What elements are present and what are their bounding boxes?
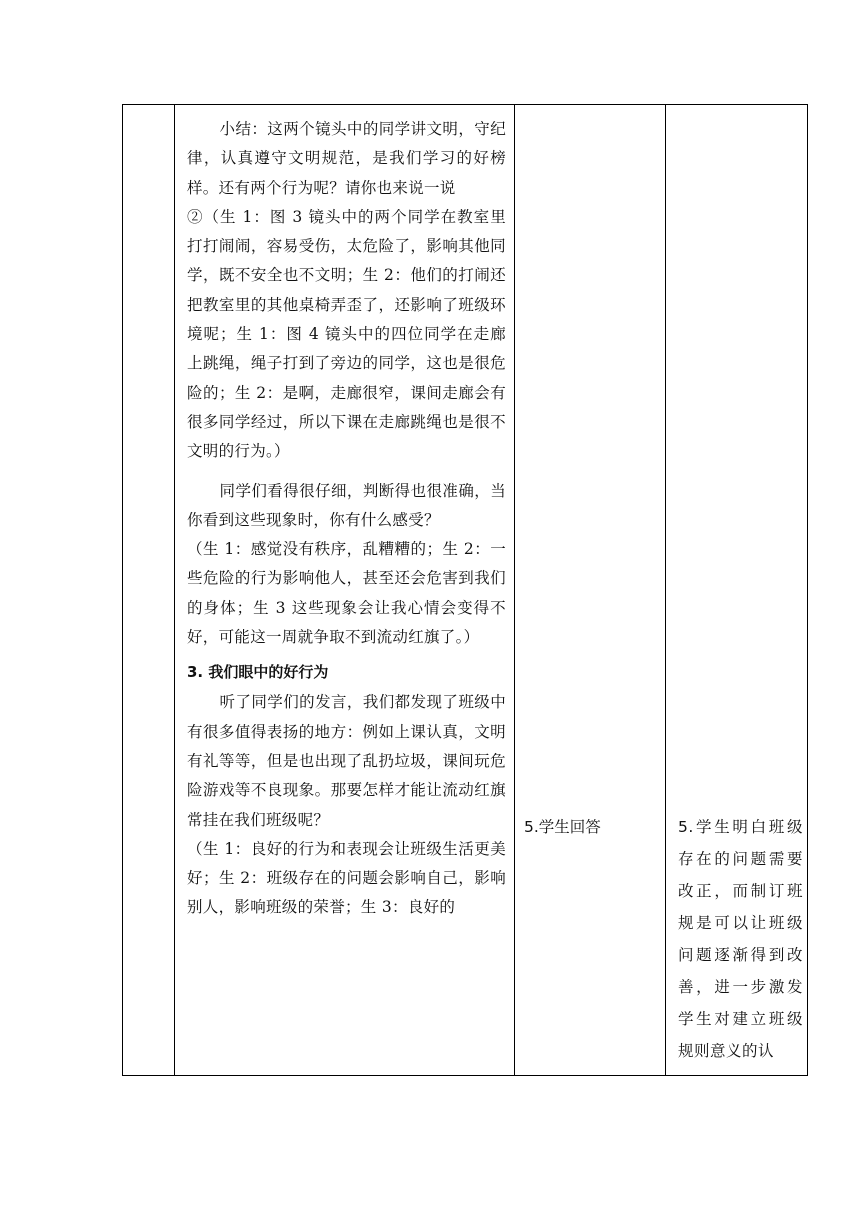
student-answer-paragraph: ②（生 1：图 3 镜头中的两个同学在教室里打打闹闹，容易受伤，太危险了，影响其他同学，既不安全也不文明；生 2：他们的打闹还把教室里的其他桌椅弄歪了，还影响了班级环境呢；生 1：图 4 镜头中的四位同学在走廊上跳绳，绳子打到了旁边的同学，这也是很危险的；生 2：是啊，走廊很窄，课间走廊会有很多同学经过，所以下课在走廊跳绳也是很不文明的行为。） [187, 207, 506, 461]
discussion-paragraph: 听了同学们的发言，我们都发现了班级中有很多值得表扬的地方：例如上课认真，文明有礼等等，但是也出现了乱扔垃圾，课间玩危险游戏等不良现象。那要怎样才能让流动红旗常挂在我们班级呢？ [187, 693, 506, 829]
empty-first-column [123, 105, 174, 1075]
teaching-content-cell [176, 105, 514, 1075]
section-heading: 3. 我们眼中的好行为 [187, 663, 329, 682]
column-divider [174, 105, 175, 1075]
column-divider [514, 105, 515, 1075]
student-feelings-paragraph: （生 1：感觉没有秩序，乱糟糟的；生 2：一些危险的行为影响他人，甚至还会危害到我们的身体；生 3 这些现象会让我心情会变得不好，可能这一周就争取不到流动红旗了。） [187, 540, 506, 647]
teacher-question-paragraph: 同学们看得很仔细，判断得也很准确，当你看到这些现象时，你有什么感受？ [187, 481, 506, 529]
student-activity-text: 5.学生回答 [524, 818, 601, 836]
student-activity-cell [516, 105, 666, 1075]
design-purpose-cell [667, 105, 809, 1075]
lesson-plan-table [122, 104, 808, 1076]
design-purpose-text: 5.学生明白班级存在的问题需要改正，而制订班规是可以让班级问题逐渐得到改善，进一步激发学生对建立班级规则意义的认 [678, 818, 803, 1060]
summary-paragraph: 小结：这两个镜头中的同学讲文明，守纪律，认真遵守文明规范，是我们学习的好榜样。还有两个行为呢？请你也来说一说 [187, 120, 506, 197]
student-response-paragraph: （生 1：良好的行为和表现会让班级生活更美好；生 2：班级存在的问题会影响自己，影响别人，影响班级的荣誉；生 3：良好的 [187, 839, 506, 917]
